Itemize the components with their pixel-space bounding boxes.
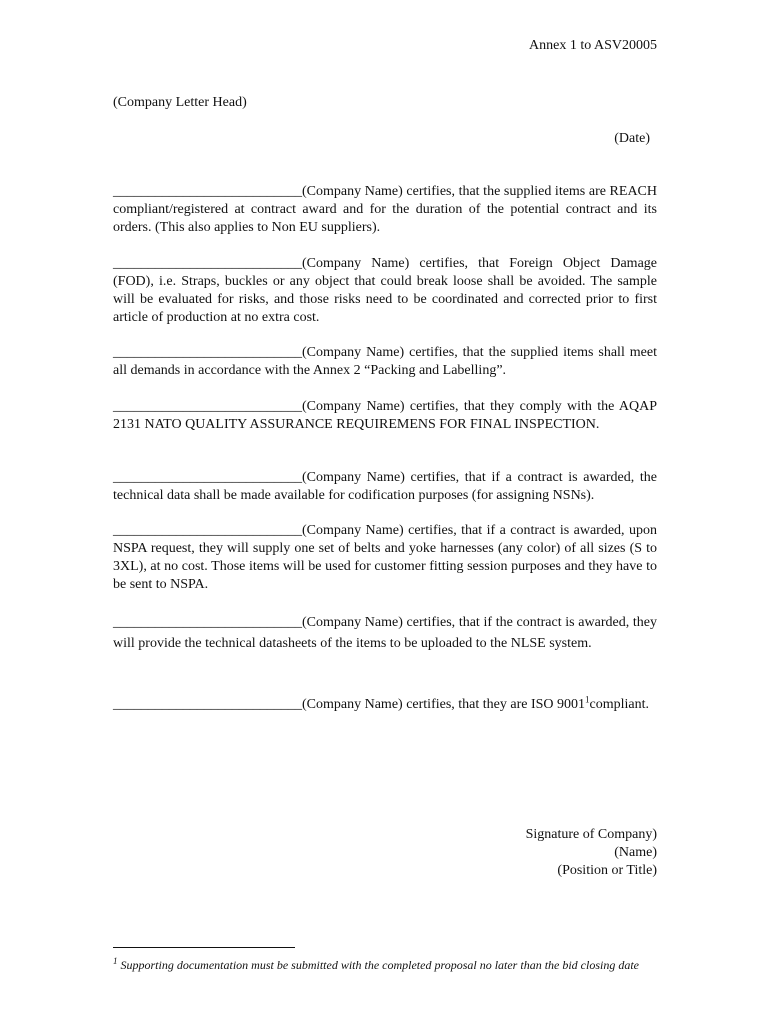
certification-iso xyxy=(113,694,657,715)
certification-codification xyxy=(113,469,657,505)
company-name-blank: ___________________________ xyxy=(113,697,302,712)
footnote-separator xyxy=(113,947,295,948)
signature-block xyxy=(526,826,657,880)
paragraph-text: (Company Name) certifies, that they comply with the AQAP 2131 NATO QUALITY ASSURANCE REQUIREMENS FOR FINAL INSPECTION. xyxy=(113,399,657,432)
signature-line: Signature of Company) xyxy=(525,827,657,842)
footnote-reference: 1 xyxy=(585,694,590,705)
certification-datasheets xyxy=(113,612,657,654)
paragraph-text: (Company Name) certifies, that the supplied items shall meet all demands in accordance with the Annex 2 “Packing and Labelling”. xyxy=(113,345,657,378)
annex-reference: Annex 1 to ASV20005 xyxy=(529,38,657,53)
paragraph-text: (Company Name) certifies, that if the contract is awarded, they will provide the technical datasheets of the items to be uploaded to the NLSE system. xyxy=(113,615,657,651)
footnote-text: Supporting documentation must be submitted with the completed proposal no later than the bid closing date xyxy=(120,958,640,972)
footnote-mark: 1 xyxy=(113,956,118,966)
footnote xyxy=(113,957,657,973)
paragraph-text: (Company Name) certifies, that if a contract is awarded, the technical data shall be made available for codification purposes (for assigning NSNs). xyxy=(113,470,657,503)
certification-samples xyxy=(113,522,657,594)
certification-packing xyxy=(113,344,657,380)
position-line: (Position or Title) xyxy=(557,863,657,878)
company-letterhead-placeholder: (Company Letter Head) xyxy=(113,95,247,110)
company-name-blank: ___________________________ xyxy=(113,523,302,538)
certification-aqap xyxy=(113,398,657,434)
certification-reach xyxy=(113,183,657,237)
paragraph-text: (Company Name) certifies, that they are ISO 9001 xyxy=(302,697,586,712)
name-line: (Name) xyxy=(614,845,657,860)
date-placeholder: (Date) xyxy=(614,131,650,146)
company-name-blank: ___________________________ xyxy=(113,399,302,414)
company-name-blank: ___________________________ xyxy=(113,184,302,199)
company-name-blank: ___________________________ xyxy=(113,345,302,360)
company-name-blank: ___________________________ xyxy=(113,256,302,271)
paragraph-text-end: compliant. xyxy=(589,697,650,712)
paragraph-text: (Company Name) certifies, that Foreign Object Damage (FOD), i.e. Straps, buckles or any object that could break loose shall be avoided. The sample will be evaluated for risks, and those risks need to be coordinated and corrected prior to first article of production at no extra cost. xyxy=(113,256,657,325)
company-name-blank: ___________________________ xyxy=(113,615,302,630)
paragraph-text: (Company Name) certifies, that the supplied items are REACH compliant/registered at contract award and for the duration of the potential contract and its orders. (This also applies to Non EU suppliers). xyxy=(113,184,657,235)
paragraph-text: (Company Name) certifies, that if a contract is awarded, upon NSPA request, they will supply one set of belts and yoke harnesses (any color) of all sizes (S to 3XL), at no cost. Those items will be used for customer fitting session purposes and they have to be sent to NSPA. xyxy=(113,523,657,592)
company-name-blank: ___________________________ xyxy=(113,470,302,485)
certification-fod xyxy=(113,255,657,327)
